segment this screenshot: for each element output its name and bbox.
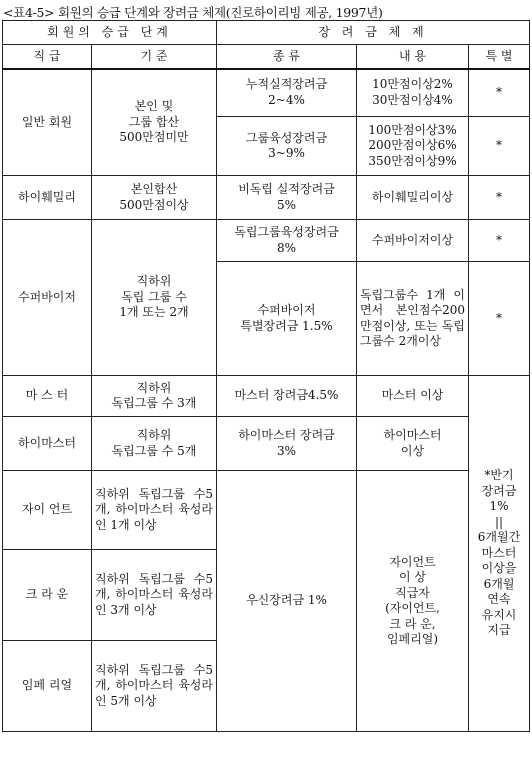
special-cell: * — [469, 117, 530, 176]
special-cell: * — [469, 220, 530, 262]
content-cell: 하이훼밀리이상 — [357, 176, 469, 220]
kind-cell: 독립그룹육성장려금 8% — [217, 220, 357, 262]
semiannual-special-cell: *반기 장려금 1% || 6개월간 마스터 이상을 6개월 연속 유지시 지급 — [469, 376, 530, 732]
criteria-cell: 본인합산 500만점이상 — [92, 176, 217, 220]
kind-cell: 비독립 실적장려금 5% — [217, 176, 357, 220]
column-header-criteria: 기 준 — [92, 45, 217, 69]
content-cell: 수퍼바이저이상 — [357, 220, 469, 262]
content-cell: 독립그룹수 1개 이면서 본인점수200만점이상, 또는 독립그룹수 2개이상 — [357, 262, 469, 376]
criteria-cell: 직하위 독립그룹 수 3개 — [92, 376, 217, 417]
rank-cell: 하이마스터 — [3, 417, 92, 471]
rank-cell: 자이 언트 — [3, 471, 92, 550]
table-caption: <표4-5> 회원의 승급 단계와 장려금 체제(진로하이리빙 제공, 1997년) — [3, 5, 383, 20]
rank-cell: 일반 회원 — [3, 69, 92, 176]
special-cell: * — [469, 69, 530, 117]
content-cell: 마스터 이상 — [357, 376, 469, 417]
content-cell: 자이언트 이 상 직급자 (자이언트, 크 라 운, 임페리얼) — [357, 471, 469, 732]
kind-cell: 하이마스터 장려금 3% — [217, 417, 357, 471]
content-cell: 100만점이상3% 200만점이상6% 350만점이상9% — [357, 117, 469, 176]
rank-cell: 수퍼바이저 — [3, 220, 92, 376]
special-cell: * — [469, 262, 530, 376]
kind-cell: 누적실적장려금 2~4% — [217, 69, 357, 117]
criteria-cell: 직하위 독립그룹 수5개, 하이마스터 육성라인 5개 이상 — [92, 641, 217, 732]
column-header-rank: 직 급 — [3, 45, 92, 69]
criteria-cell: 직하위 독립 그룹 수 1개 또는 2개 — [92, 220, 217, 376]
column-header-special: 특 별 — [469, 45, 530, 69]
kind-cell: 마스터 장려금4.5% — [217, 376, 357, 417]
kind-cell: 그룹육성장려금 3~9% — [217, 117, 357, 176]
rank-cell: 임페 리얼 — [3, 641, 92, 732]
group-header-promotion: 회원의 승급 단계 — [3, 21, 217, 45]
rank-cell: 마 스 터 — [3, 376, 92, 417]
group-header-incentive: 장 려 금 체 제 — [217, 21, 530, 45]
content-cell: 하이마스터 이상 — [357, 417, 469, 471]
column-header-kind: 종 류 — [217, 45, 357, 69]
content-cell: 10만점이상2% 30만점이상4% — [357, 69, 469, 117]
rank-cell: 크 라 운 — [3, 550, 92, 641]
criteria-cell: 본인 및 그룹 합산 500만점미만 — [92, 69, 217, 176]
kind-cell: 우신장려금 1% — [217, 471, 357, 732]
incentive-table — [2, 20, 530, 732]
column-header-content: 내 용 — [357, 45, 469, 69]
criteria-cell: 직하위 독립그룹 수5개, 하이마스터 육성라인 1개 이상 — [92, 471, 217, 550]
criteria-cell: 직하위 독립그룹 수 5개 — [92, 417, 217, 471]
special-cell: * — [469, 176, 530, 220]
rank-cell: 하이훼밀리 — [3, 176, 92, 220]
kind-cell: 수퍼바이저 특별장려금 1.5% — [217, 262, 357, 376]
criteria-cell: 직하위 독립그룹 수5개, 하이마스터 육성라인 3개 이상 — [92, 550, 217, 641]
